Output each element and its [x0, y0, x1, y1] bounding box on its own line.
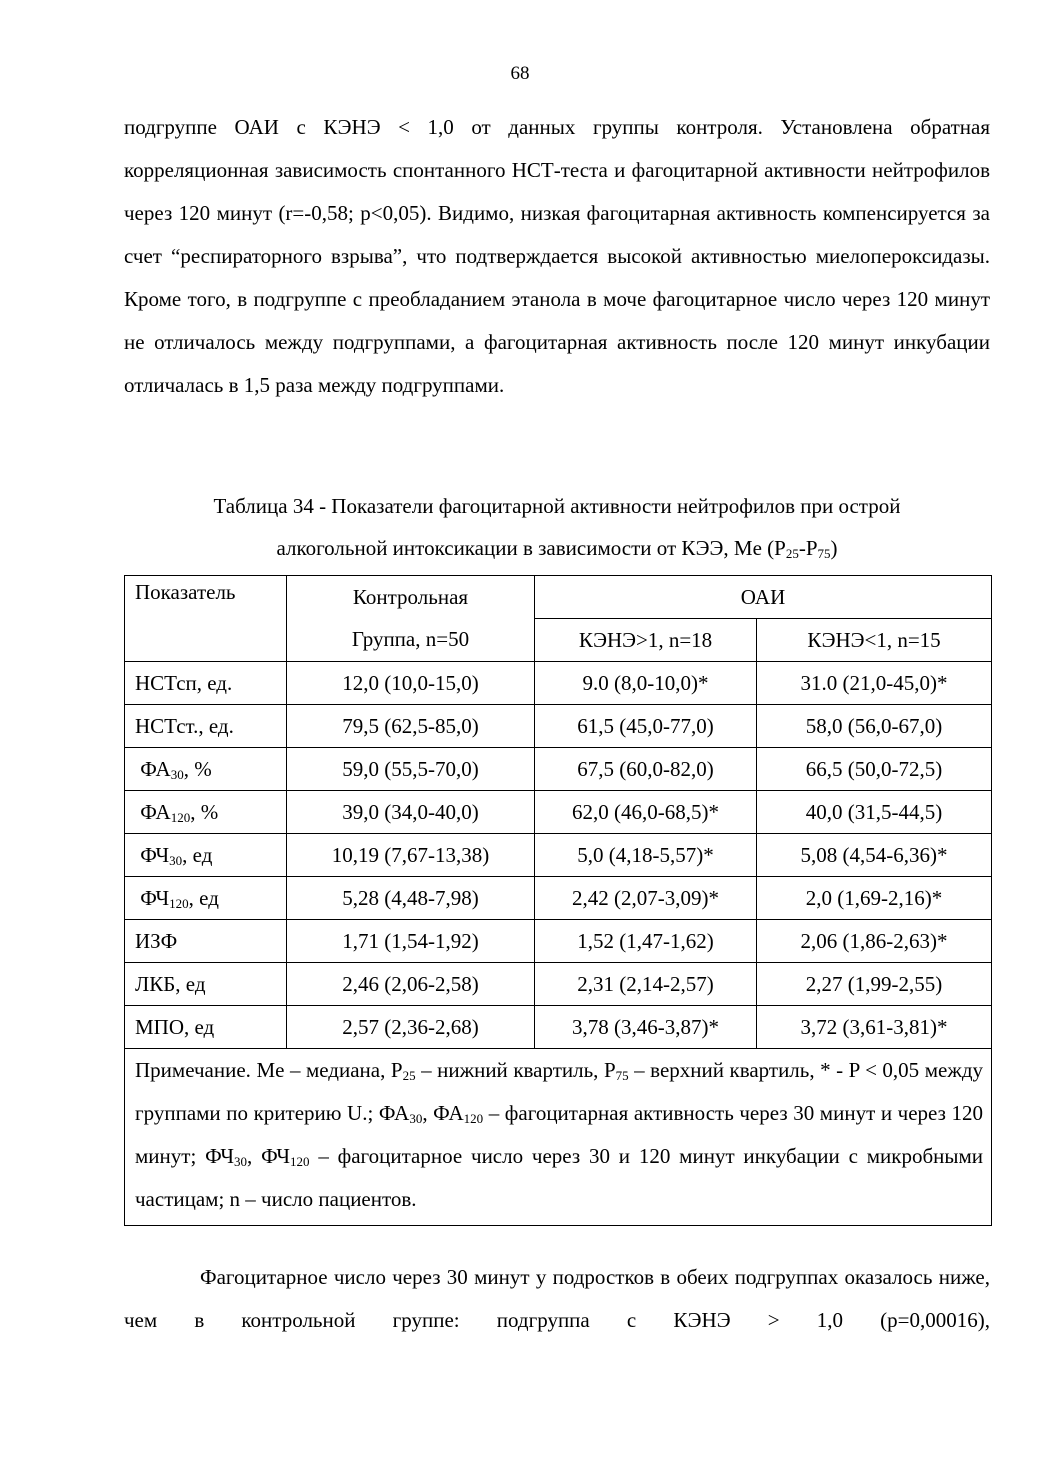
- table-row: [125, 705, 992, 748]
- header-control-line2: Группа, n=50: [287, 619, 535, 662]
- header-oai: ОАИ: [535, 576, 992, 619]
- cell-subgroup-lt: 2,27 (1,99-2,55): [757, 963, 992, 1006]
- row-label: $ФЧ_{30}$, ед: [125, 834, 287, 877]
- cell-control: 79,5 (62,5-85,0): [287, 705, 535, 748]
- row-label: НСТсп, ед.: [125, 662, 287, 705]
- paragraph-bottom: Фагоцитарное число через 30 минут у подростков в обеих подгруппах оказалось ниже, чем в контрольной группе: подгруппа с КЭНЭ > 1,0 (p=0,00016),: [124, 1265, 990, 1332]
- cell-control: 5,28 (4,48-7,98): [287, 877, 535, 920]
- table-note: Примечание. Me – медиана, $P_{25}$ – нижний квартиль, $P_{75}$ – верхний квартиль, * - P < 0,05 между группами по критерию U.; $ФА_{30}$, $ФА_{120}$ – фагоцитарная активность через 30 минут и через 120 минут; $ФЧ_{30}$, $ФЧ_{120}$ – фагоцитарное число через 30 и 120 минут инкубации с микробными частицам; n – число пациентов.: [125, 1049, 992, 1226]
- row-label: ИЗФ: [125, 920, 287, 963]
- row-label: МПО, ед: [125, 1006, 287, 1049]
- cell-subgroup-gt: 2,31 (2,14-2,57): [535, 963, 757, 1006]
- table-caption: [124, 485, 990, 569]
- row-label: $ФЧ_{120}$, ед: [125, 877, 287, 920]
- cell-control: 12,0 (10,0-15,0): [287, 662, 535, 705]
- cell-subgroup-gt: 1,52 (1,47-1,62): [535, 920, 757, 963]
- cell-control: 2,57 (2,36-2,68): [287, 1006, 535, 1049]
- cell-subgroup-lt: 40,0 (31,5-44,5): [757, 791, 992, 834]
- header-control-line1: Контрольная: [287, 576, 535, 619]
- cell-subgroup-lt: 31.0 (21,0-45,0)*: [757, 662, 992, 705]
- phagocytic-activity-table: [124, 575, 992, 1226]
- cell-subgroup-lt: 5,08 (4,54-6,36)*: [757, 834, 992, 877]
- caption-line-2: алкогольной интоксикации в зависимости от КЭЭ, Me $(P_{25}-P_{75})$: [276, 536, 838, 561]
- cell-subgroup-gt: 2,42 (2,07-3,09)*: [535, 877, 757, 920]
- cell-subgroup-lt: 3,72 (3,61-3,81)*: [757, 1006, 992, 1049]
- row-label: НСТст., ед.: [125, 705, 287, 748]
- cell-subgroup-gt: 9.0 (8,0-10,0)*: [535, 662, 757, 705]
- table-row: [125, 1006, 992, 1049]
- caption-line-1: Таблица 34 - Показатели фагоцитарной активности нейтрофилов при острой: [213, 494, 901, 518]
- cell-control: 39,0 (34,0-40,0): [287, 791, 535, 834]
- table-note-row: [125, 1049, 992, 1226]
- header-indicator: Показатель: [125, 576, 287, 662]
- cell-subgroup-lt: 2,06 (1,86-2,63)*: [757, 920, 992, 963]
- table-row: [125, 748, 992, 791]
- page-number: 68: [510, 63, 530, 84]
- cell-control: 1,71 (1,54-1,92): [287, 920, 535, 963]
- table-row: [125, 920, 992, 963]
- cell-subgroup-gt: 5,0 (4,18-5,57)*: [535, 834, 757, 877]
- header-row-1: [125, 576, 992, 619]
- paragraph-top: подгруппе ОАИ с КЭНЭ < 1,0 от данных группы контроля. Установлена обратная корреляционная зависимость спонтанного НСТ-теста и фагоцитарной активности нейтрофилов через 120 минут (r=-0,58; p<0,05). Видимо, низкая фагоцитарная активность компенсируется за счет “респираторного взрыва”, что подтверждается высокой активностью миелопероксидазы. Кроме того, в подгруппе с преобладанием этанола в моче фагоцитарное число через 120 минут не отличалось между подгруппами, а фагоцитарная активность после 120 минут инкубации отличалась в 1,5 раза между подгруппами.: [124, 115, 990, 397]
- table-row: [125, 791, 992, 834]
- table-row: [125, 662, 992, 705]
- cell-subgroup-gt: 62,0 (46,0-68,5)*: [535, 791, 757, 834]
- cell-subgroup-lt: 2,0 (1,69-2,16)*: [757, 877, 992, 920]
- cell-control: 2,46 (2,06-2,58): [287, 963, 535, 1006]
- table-row: [125, 834, 992, 877]
- cell-subgroup-lt: 58,0 (56,0-67,0): [757, 705, 992, 748]
- cell-subgroup-gt: 61,5 (45,0-77,0): [535, 705, 757, 748]
- table-row: [125, 963, 992, 1006]
- cell-subgroup-lt: 66,5 (50,0-72,5): [757, 748, 992, 791]
- cell-subgroup-gt: 67,5 (60,0-82,0): [535, 748, 757, 791]
- row-label: $ФА_{30}$, %: [125, 748, 287, 791]
- table-row: [125, 877, 992, 920]
- cell-control: 59,0 (55,5-70,0): [287, 748, 535, 791]
- cell-control: 10,19 (7,67-13,38): [287, 834, 535, 877]
- row-label: ЛКБ, ед: [125, 963, 287, 1006]
- header-subgroup-gt: КЭНЭ>1, n=18: [535, 619, 757, 662]
- header-subgroup-lt: КЭНЭ<1, n=15: [757, 619, 992, 662]
- cell-subgroup-gt: 3,78 (3,46-3,87)*: [535, 1006, 757, 1049]
- row-label: $ФА_{120}$, %: [125, 791, 287, 834]
